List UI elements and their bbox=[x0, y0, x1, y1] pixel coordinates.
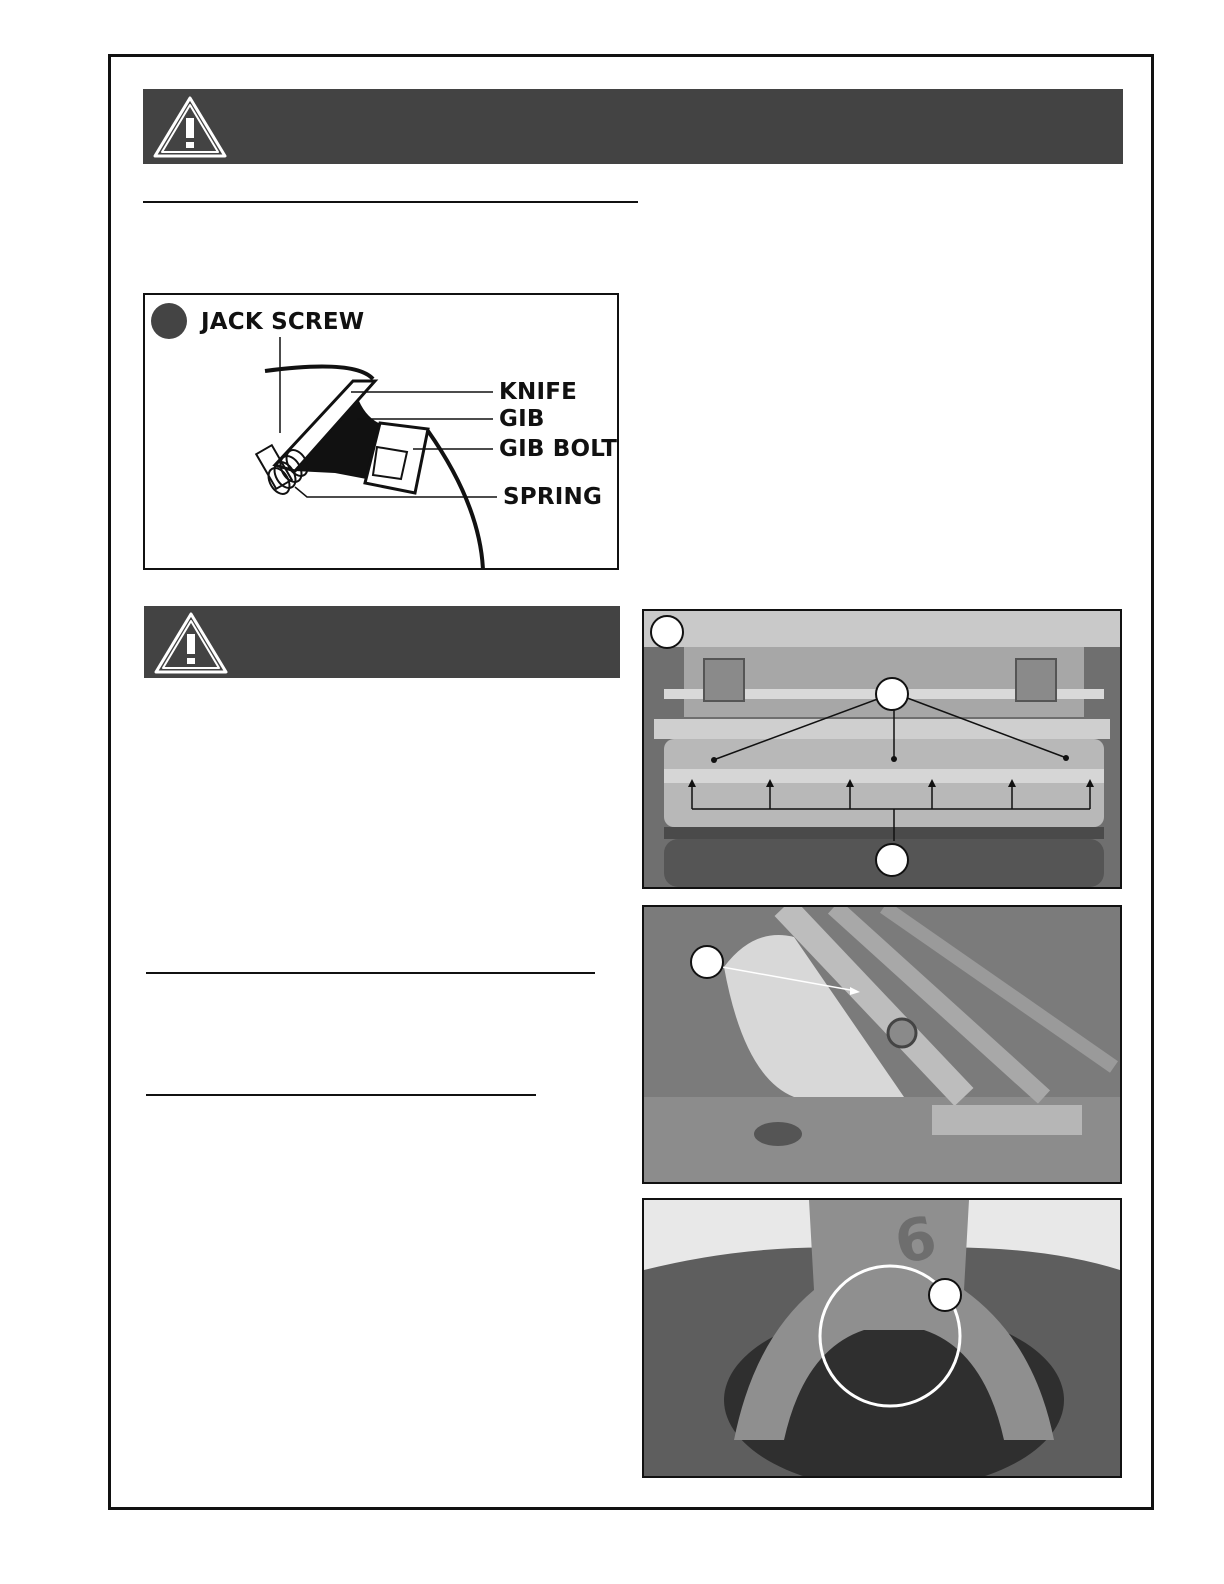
svg-text:6: 6 bbox=[888, 1202, 943, 1278]
gib-label: GIB bbox=[499, 406, 545, 432]
warning-banner-top bbox=[143, 89, 1123, 164]
section-rule-1 bbox=[143, 201, 638, 203]
warning-triangle-icon bbox=[152, 610, 230, 676]
photo-callout bbox=[690, 945, 724, 979]
knife-label: KNIFE bbox=[499, 379, 578, 405]
photo-callout bbox=[928, 1278, 962, 1312]
section-rule-2 bbox=[146, 972, 595, 974]
warning-triangle-icon bbox=[151, 94, 229, 160]
photo-callout bbox=[650, 615, 684, 649]
jack-screw-diagram bbox=[143, 293, 619, 570]
cutterhead-drawing bbox=[145, 295, 617, 568]
jack-screw-label: JACK SCREW bbox=[201, 309, 365, 335]
section-rule-3 bbox=[146, 1094, 536, 1096]
wrench-photo bbox=[642, 1198, 1122, 1478]
cutterhead-photo bbox=[642, 609, 1122, 889]
photo-callout bbox=[875, 843, 909, 877]
warning-banner-left bbox=[144, 606, 620, 678]
spring-label: SPRING bbox=[503, 484, 603, 510]
photo-callout bbox=[875, 677, 909, 711]
cutterhead-angle-photo bbox=[642, 905, 1122, 1184]
gib-bolt-label: GIB BOLT bbox=[499, 436, 618, 462]
